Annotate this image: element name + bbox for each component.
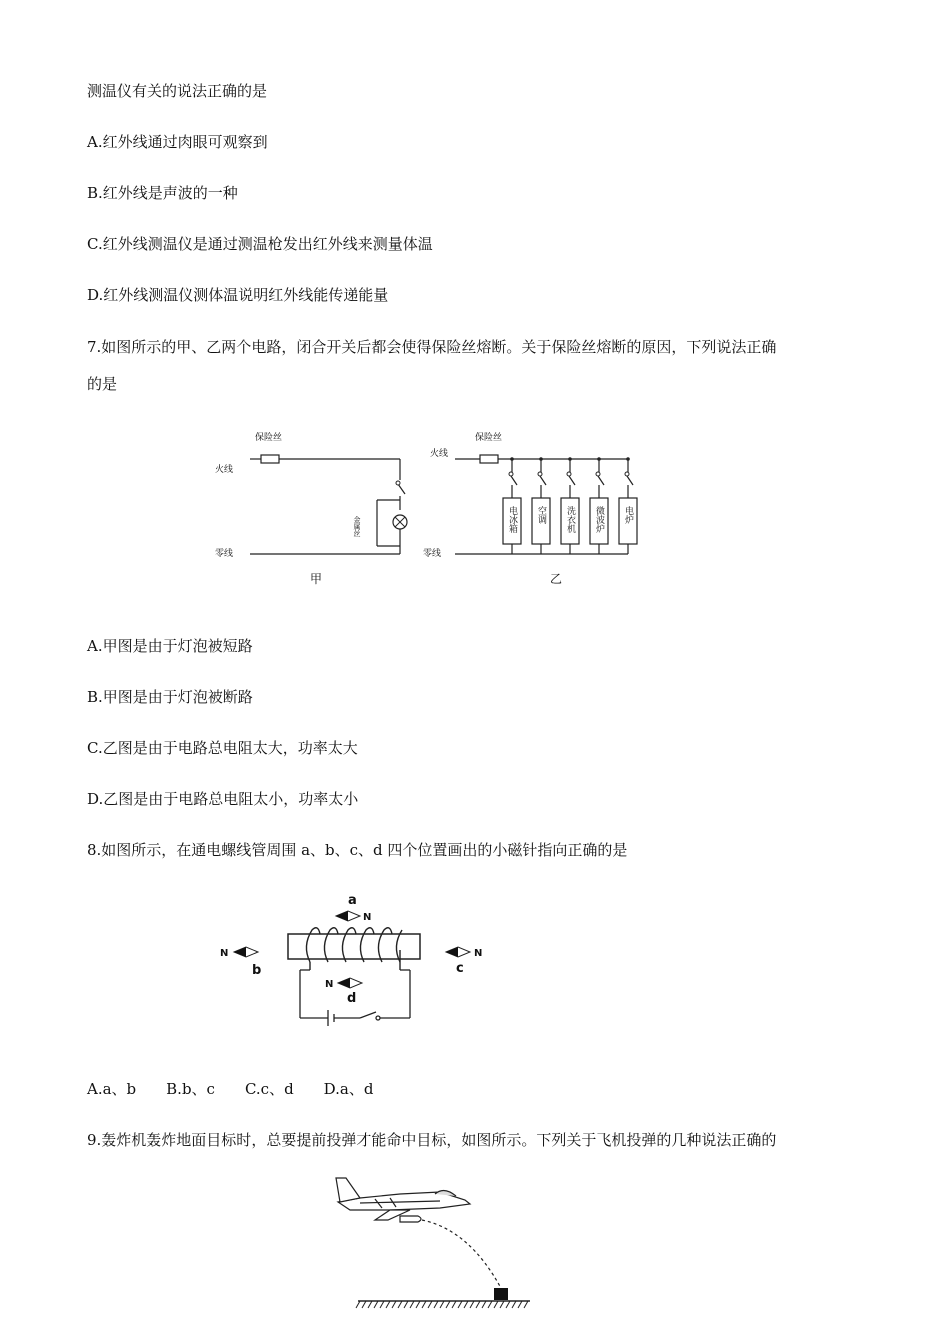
jia-neutral-label: 零线 <box>215 549 234 559</box>
target-icon <box>494 1288 508 1300</box>
q8-solenoid-figure <box>210 890 510 1030</box>
trajectory <box>422 1220 502 1290</box>
label-c: c <box>456 961 464 976</box>
appliance-branch <box>503 457 521 554</box>
q8-option-d: D.a、d <box>323 1080 374 1098</box>
q8-option-b: B.b、c <box>166 1080 215 1098</box>
q6-option-a: A.红外线通过肉眼可观察到 <box>87 133 268 151</box>
q6-option-c: C.红外线测温仪是通过测温枪发出红外线来测量体温 <box>87 235 433 253</box>
q7-stem-line2: 的是 <box>87 375 118 393</box>
appliance-branch <box>561 457 579 554</box>
q8-option-a: A.a、b <box>87 1080 137 1098</box>
q6-stem-tail: 测温仪有关的说法正确的是 <box>87 82 268 100</box>
q7-option-d: D.乙图是由于电路总电阻太小，功率太小 <box>87 790 359 808</box>
q7-option-b: B.甲图是由于灯泡被断路 <box>87 688 253 706</box>
q7-option-a: A.甲图是由于灯泡被短路 <box>87 637 253 655</box>
north-d: N <box>325 979 334 990</box>
appliance-branch <box>619 457 637 554</box>
q8-option-c: C.c、d <box>244 1080 294 1098</box>
q8-stem: 8.如图所示，在通电螺线管周围 a、b、c、d 四个位置画出的小磁针指向正确的是 <box>87 841 628 859</box>
yi-live-label: 火线 <box>430 449 449 459</box>
q6-option-b: B.红外线是声波的一种 <box>87 184 238 202</box>
jia-caption: 甲 <box>310 572 323 586</box>
q8-options <box>87 1078 403 1100</box>
q6-option-d: D.红外线测温仪测体温说明红外线能传递能量 <box>87 286 389 304</box>
label-d: d <box>347 991 357 1006</box>
q7-circuit-figure <box>205 428 655 588</box>
circuit-jia <box>215 431 407 586</box>
appliance-label: 微波炉 <box>594 506 604 533</box>
bomb-icon <box>400 1216 421 1222</box>
jia-live-label: 火线 <box>215 465 234 475</box>
q7-option-c: C.乙图是由于电路总电阻太大，功率太大 <box>87 739 358 757</box>
jia-fuse <box>261 455 279 463</box>
appliance-label: 空调 <box>536 506 546 524</box>
appliance-branch <box>532 457 550 554</box>
appliance-label: 洗衣机 <box>565 506 575 533</box>
north-b: N <box>220 948 229 959</box>
jia-wire-label: 金属丝 <box>353 516 361 537</box>
label-a: a <box>348 893 357 908</box>
north-c: N <box>474 948 483 959</box>
bomber-icon <box>336 1178 470 1220</box>
switch-icon <box>360 1012 376 1018</box>
q7-stem-line1: 7.如图所示的甲、乙两个电路，闭合开关后都会使得保险丝熔断。关于保险丝熔断的原因，下列说法正确 <box>87 338 777 356</box>
appliance-branch <box>590 457 608 554</box>
yi-neutral-label: 零线 <box>423 549 442 559</box>
label-b: b <box>252 963 262 978</box>
jia-switch <box>398 484 405 494</box>
north-a: N <box>363 912 372 923</box>
q9-bomber-figure <box>330 1170 540 1320</box>
q9-stem: 9.轰炸机轰炸地面目标时，总要提前投弹才能命中目标，如图所示。下列关于飞机投弹的几种说法正确的 <box>87 1131 777 1149</box>
yi-caption: 乙 <box>550 572 563 586</box>
yi-fuse-label: 保险丝 <box>475 433 503 443</box>
appliance-label: 电冰箱 <box>507 506 517 533</box>
circuit-yi <box>423 431 637 586</box>
appliance-label: 电炉 <box>623 506 633 524</box>
yi-fuse <box>480 455 498 463</box>
jia-fuse-label: 保险丝 <box>255 433 283 443</box>
